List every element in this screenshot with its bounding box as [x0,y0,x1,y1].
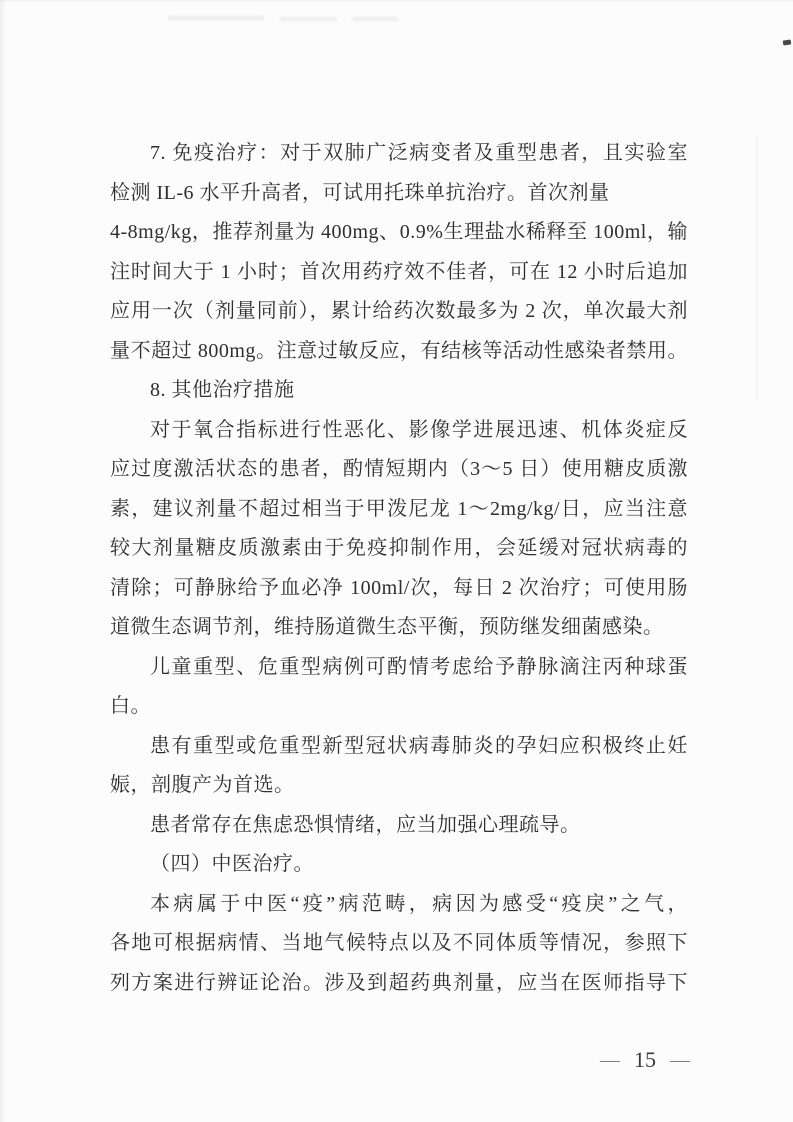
text-line: 娠，剖腹产为首选。 [110,774,295,796]
footer-dash-left: — [600,1049,620,1071]
scan-artifact-vertical-line [756,138,758,400]
scan-artifact-left-shade [0,0,6,1122]
text-line: 4-8mg/kg，推荐剂量为 400mg、0.9%生理盐水稀释至 100ml，输 [110,221,688,243]
text-line: 道微生态调节剂，维持肠道微生态平衡，预防继发细菌感染。 [110,616,664,638]
text-line: 注时间大于 1 小时；首次用药疗效不佳者，可在 12 小时后追加 [110,260,688,283]
text-line: 患有重型或危重型新型冠状病毒肺炎的孕妇应积极终止妊 [150,734,688,757]
text-line: 量不超过 800mg。注意过敏反应，有结核等活动性感染者禁用。 [110,339,688,362]
text-line: 患者常存在焦虑恐惧情绪，应当加强心理疏导。 [150,813,581,836]
scan-artifact-smudge [352,17,398,21]
scan-artifact-speck [783,39,792,45]
text-line: 对于氧合指标进行性恶化、影像学进展迅速、机体炎症反 [150,418,688,441]
text-line: 列方案进行辨证论治。涉及到超药典剂量，应当在医师指导下 [110,971,688,994]
scan-artifact-smudge [280,17,338,21]
document-body [110,134,688,1003]
text-line: 应过度激活状态的患者，酌情短期内（3～5 日）使用糖皮质激 [110,458,688,480]
text-line: 素，建议剂量不超过相当于甲泼尼龙 1～2mg/kg/日，应当注意 [110,497,688,520]
text-line: 应用一次（剂量同前），累计给药次数最多为 2 次，单次最大剂 [110,300,688,322]
text-line: 检测 IL-6 水平升高者，可试用托珠单抗治疗。首次剂量 [110,181,610,204]
text-line: 8. 其他治疗措施 [150,379,295,401]
text-line: 各地可根据病情、当地气候特点以及不同体质等情况，参照下 [110,932,688,954]
scan-artifact-top-line [0,0,793,2]
text-line: 本病属于中医“疫”病范畴，病因为感受“疫戾”之气， [150,892,688,915]
footer-dash-right: — [670,1049,690,1071]
page-number: 15 [634,1047,656,1072]
text-line: 7. 免疫治疗：对于双肺广泛病变者及重型患者，且实验室 [150,142,688,164]
text-line: 白。 [110,695,151,717]
text-line: 较大剂量糖皮质激素由于免疫抑制作用，会延缓对冠状病毒的 [110,537,688,559]
scan-artifact-smudge [168,16,264,20]
text-line: 儿童重型、危重型病例可酌情考虑给予静脉滴注丙种球蛋 [150,655,688,678]
text-line: 清除；可静脉给予血必净 100ml/次，每日 2 次治疗；可使用肠 [110,576,688,599]
page-footer [600,1044,690,1076]
text-line: （四）中医治疗。 [150,853,314,875]
